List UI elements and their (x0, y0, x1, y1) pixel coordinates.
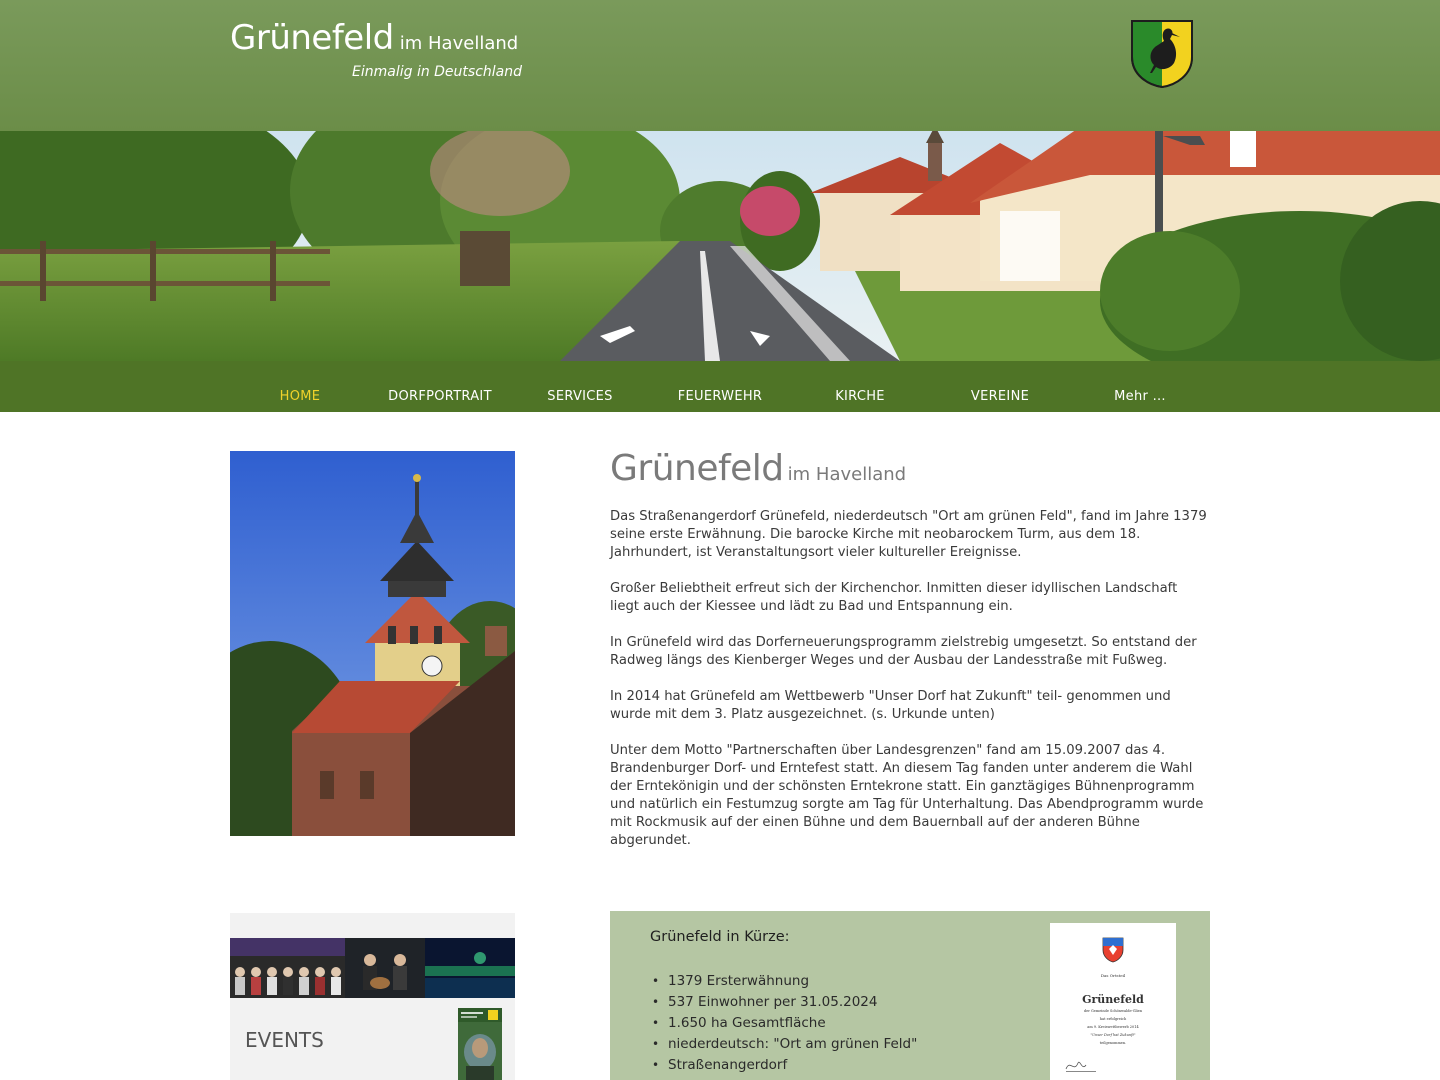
certificate-line: Das Ortsteil (1100, 973, 1126, 978)
facts-list-item: • niederdeutsch: "Ort am grünen Feld" (650, 1034, 917, 1055)
facts-list (650, 971, 917, 1076)
nav-item-kirche[interactable]: KIRCHE (835, 389, 885, 404)
certificate-crest-icon (1102, 937, 1124, 963)
events-flyer-thumbnail[interactable] (458, 1008, 502, 1080)
events-photo-strip (230, 938, 515, 998)
facts-title: Grünefeld in Kürze: (650, 929, 790, 945)
hero-village-street-photo (0, 131, 1440, 361)
facts-box (610, 911, 1210, 1080)
nav-item-vereine[interactable]: VEREINE (970, 389, 1030, 404)
certificate-line: teilgenommen. (1099, 1041, 1127, 1045)
facts-list-item: • Straßenangerdorf (650, 1055, 917, 1076)
intro-paragraph: Unter dem Motto "Partnerschaften über Landesgrenzen" fand am 15.09.2007 das 4. Brandenburger Dorf- und Erntefest statt. An diesem Tag fanden unter anderem die Wahl der Erntekönigin und der schönsten Erntekrone statt. Ein ganztägiges Bühnenprogramm und natürlich ein Festumzug sorgte am Tag für Unterhaltung. Das Abendprogramm wurde mit Rockmusik auf der einen Bühne und dem Bauernball auf der anderen Bühne abgerundet. (610, 743, 1204, 848)
site-title-sub: im Havelland (399, 33, 519, 54)
intro-paragraph: In Grünefeld wird das Dorferneuerungsprogramm zielstrebig umgesetzt. So entstand der Radweg längs des Kienberger Weges und der Ausbau der Landesstraße mit Fußweg. (610, 635, 1197, 668)
page-title-main: Grünefeld (610, 448, 784, 489)
facts-list-item: • 1379 Ersterwähnung (650, 971, 917, 992)
certificate-image[interactable] (1050, 923, 1176, 1080)
events-teaser[interactable] (230, 913, 515, 1080)
certificate-line: "Unser Dorf hat Zukunft" (1090, 1033, 1136, 1037)
page-title (610, 448, 906, 489)
nav-item-dorfportrait[interactable]: DORFPORTRAIT (388, 389, 492, 404)
site-header (0, 0, 1440, 131)
site-tagline: Einmalig in Deutschland (352, 64, 523, 80)
main-navigation (0, 361, 1440, 412)
intro-text (610, 508, 1210, 868)
site-title-main: Grünefeld (230, 18, 394, 58)
nav-item-more[interactable]: Mehr ... (1114, 389, 1166, 404)
church-photo (230, 451, 515, 836)
intro-paragraph: Großer Beliebtheit erfreut sich der Kirchenchor. Inmitten dieser idyllischen Landschaft liegt auch der Kiessee und lädt zu Bad und Entspannung ein. (610, 581, 1178, 614)
certificate-line: am 9. Kreiswettbewerb 2014 (1087, 1025, 1139, 1029)
certificate-line: hat erfolgreich (1099, 1017, 1127, 1021)
facts-list-item: • 537 Einwohner per 31.05.2024 (650, 992, 917, 1013)
certificate-title: Grünefeld (1082, 993, 1144, 1006)
nav-item-services[interactable]: SERVICES (547, 389, 613, 404)
coat-of-arms-icon (1130, 19, 1194, 89)
site-title[interactable] (230, 18, 518, 58)
intro-paragraph: In 2014 hat Grünefeld am Wettbewerb "Unser Dorf hat Zukunft" teil- genommen und wurde mit dem 3. Platz ausgezeichnet. (s. Urkunde unten) (610, 689, 1171, 722)
certificate-line: der Gemeinde Schönwalde-Glien (1083, 1009, 1143, 1013)
intro-paragraph: Das Straßenangerdorf Grünefeld, niederdeutsch "Ort am grünen Feld", fand im Jahre 1379 seine erste Erwähnung. Die barocke Kirche mit neobarockem Turm, aus dem 18. Jahrhundert, ist Veranstaltungsort vieler kultureller Ereignisse. (610, 509, 1207, 560)
nav-item-feuerwehr[interactable]: FEUERWEHR (677, 389, 763, 404)
facts-list-item: • 1.650 ha Gesamtfläche (650, 1013, 917, 1034)
certificate-signature-icon (1064, 1055, 1104, 1075)
events-label: EVENTS (245, 1028, 324, 1052)
page-title-sub: im Havelland (787, 464, 907, 485)
nav-item-home[interactable]: HOME (279, 389, 321, 404)
